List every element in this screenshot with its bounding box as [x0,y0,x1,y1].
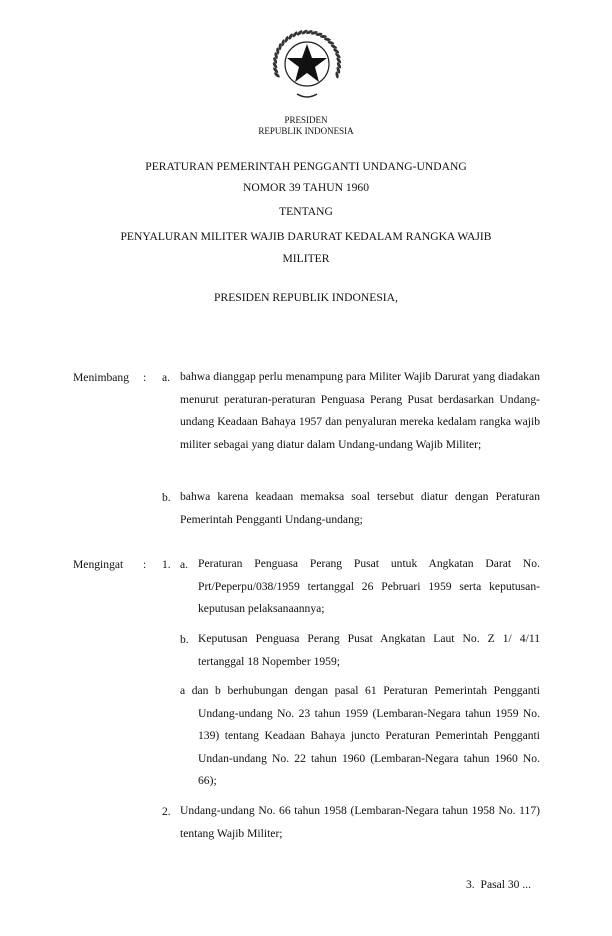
mengingat-1a-text: Peraturan Penguasa Perang Pusat untuk Angkatan Darat No. Prt/Peperpu/038/1959 tertanggal 26 Pebruari 1959 serta keputusan-keputusan pelaksanaannya; [198,557,540,615]
laurel-leaf [320,35,327,38]
menimbang-b-marker: b. [162,491,171,504]
mengingat-1-note: a dan b berhubungan dengan pasal 61 Peraturan Pemerintah Pengganti Undang-undang No. 23 tahun 1959 (Lembaran-Negara tahun 1959 No. 139) tentang Keadaan Bahaya juncto Peraturan Pemerintah Pengganti Undan-undang No. 22 tahun 1960 (Lembaran-Negara tahun 1960 No. 66); [180,684,540,787]
title-line5: MILITER [282,252,330,265]
laurel-leaf [278,43,281,50]
mengingat-label: Mengingat [73,558,124,571]
title-line4: PENYALURAN MILITER WAJIB DARURAT KEDALAM RANGKA WAJIB [120,230,492,243]
mengingat-1b-marker: b. [180,633,189,646]
title-line3: TENTANG [279,205,333,218]
menimbang-label: Menimbang [73,371,130,384]
title-line2: NOMOR 39 TAHUN 1960 [242,181,370,194]
mengingat-1a-marker: a. [180,558,189,571]
footer-continuation: 3. Pasal 30 ... [466,878,532,891]
mengingat-colon: : [143,558,147,571]
title-line1: PERATURAN PEMERINTAH PENGGANTI UNDANG-UNDANG [145,160,467,173]
laurel-leaf [281,39,285,46]
menimbang-b-text: bahwa karena keadaan memaksa soal tersebut diatur dengan Peraturan Pemerintah Pengganti Undang-undang; [180,490,540,526]
menimbang-a-marker: a. [162,371,171,384]
mengingat-1b-text: Keputusan Penguasa Perang Pusat Angkatan Laut No. Z 1/ 4/11 tertanggal 18 Nopember 1959; [198,632,540,668]
laurel-leaf [284,36,289,44]
star-emblem-icon [267,24,347,106]
mengingat-2-text: Undang-undang No. 66 tahun 1958 (Lembaran-Negara tahun 1958 No. 117) tentang Wajib Militer; [180,804,540,840]
issuer: PRESIDEN REPUBLIK INDONESIA, [214,291,398,304]
mengingat-1-marker: 1. [162,558,171,571]
menimbang-a-text: bahwa dianggap perlu menampung para Militer Wajib Darurat yang diadakan menurut peraturan-peraturan Penguasa Perang Pusat berdasarkan Undang-undang Keadaan Bahaya 1957 dan penyaluran mereka kedalam rangka wajib militer sebagai yang diatur dalam Undang-undang Wajib Militer; [180,370,540,451]
mengingat-2-marker: 2. [162,805,171,818]
header-line2: REPUBLIK INDONESIA [258,126,354,136]
menimbang-colon: : [143,371,147,384]
laurel-leaf [327,40,335,45]
header-line1: PRESIDEN [284,115,328,125]
